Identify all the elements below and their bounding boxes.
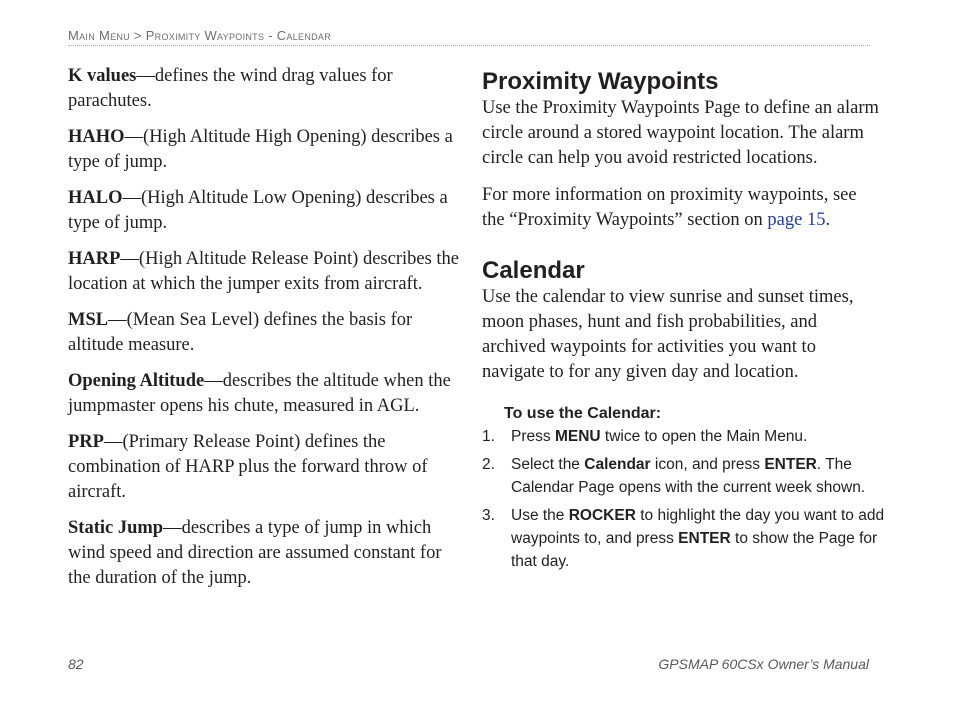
proximity-reference-paragraph [482, 183, 882, 233]
step-text: icon, and press [650, 456, 765, 473]
glossary-definition: —(High Altitude Release Point) describes the location at which the jumper exits from aircraft. [68, 249, 460, 294]
calendar-paragraph: Use the calendar to view sunrise and sunset times, moon phases, hunt and fish probabilities, and archived waypoints for activities you want to navigate to for any given day and location. [482, 287, 854, 382]
step-text: Use the [511, 507, 569, 524]
step-number: 3. [482, 507, 495, 524]
manual-title: GPSMAP 60CSx Owner’s Manual [658, 656, 869, 672]
procedure-step [482, 425, 889, 448]
glossary-entry [68, 247, 460, 297]
calendar-procedure [482, 403, 885, 573]
glossary-definition: —describes a type of jump in which wind speed and direction are assumed constant for the duration of the jump. [68, 518, 442, 588]
content-column [482, 68, 885, 578]
glossary-term: Opening Altitude [68, 371, 205, 391]
step-text: to highlight the day you want to add waypoints to, and press [511, 507, 885, 547]
step-key: ENTER [678, 530, 731, 547]
glossary-entry [68, 186, 460, 236]
glossary-entry [68, 308, 460, 358]
glossary-entry [68, 369, 460, 419]
glossary-entry [68, 516, 460, 591]
glossary-entry [68, 64, 460, 114]
reference-end: . [825, 210, 831, 230]
step-text: . The Calendar Page opens with the current week shown. [511, 456, 866, 496]
proximity-heading: Proximity Waypoints [482, 68, 719, 95]
procedure-title: To use the Calendar: [504, 405, 662, 422]
glossary-term: Static Jump [68, 518, 164, 538]
glossary-term: K values [68, 66, 137, 86]
step-number: 2. [482, 456, 495, 473]
glossary-definition: —(Primary Release Point) defines the combination of HARP plus the forward throw of aircraft. [68, 432, 428, 502]
glossary-entry [68, 430, 460, 505]
step-text: Select the [511, 456, 585, 473]
glossary-term: HAHO [68, 127, 125, 147]
glossary-definition: —(High Altitude High Opening) describes a type of jump. [68, 127, 453, 172]
proximity-paragraph: Use the Proximity Waypoints Page to define an alarm circle around a stored waypoint location. The alarm circle can help you avoid restricted locations. [482, 98, 879, 168]
step-text: twice to open the Main Menu. [600, 428, 808, 445]
glossary-definition: —(High Altitude Low Opening) describes a type of jump. [68, 188, 448, 233]
page-link[interactable]: page 15 [767, 210, 826, 230]
glossary-definition: —describes the altitude when the jumpmaster opens his chute, measured in AGL. [68, 371, 451, 416]
procedure-step [482, 504, 889, 573]
page-number: 82 [68, 656, 84, 672]
step-text: to show the Page for that day. [511, 530, 878, 570]
step-key: ENTER [764, 456, 817, 473]
reference-text: For more information on proximity waypoints, see the “Proximity Waypoints” section on [482, 185, 857, 230]
glossary-term: PRP [68, 432, 104, 452]
glossary-definition: —(Mean Sea Level) defines the basis for altitude measure. [68, 310, 413, 355]
step-text: Press [511, 428, 555, 445]
glossary-definition: —defines the wind drag values for parachutes. [68, 66, 393, 111]
calendar-heading: Calendar [482, 257, 585, 284]
step-number: 1. [482, 428, 495, 445]
glossary-entry [68, 125, 460, 175]
glossary-column [68, 64, 460, 602]
step-key: MENU [554, 428, 601, 445]
procedure-step [482, 453, 889, 499]
glossary-term: HALO [68, 188, 123, 208]
glossary-term: MSL [68, 310, 109, 330]
step-key: ROCKER [568, 507, 636, 524]
glossary-term: HARP [68, 249, 121, 269]
step-key: Calendar [584, 456, 651, 473]
breadcrumb: Main Menu > Proximity Waypoints - Calendar [68, 28, 870, 46]
